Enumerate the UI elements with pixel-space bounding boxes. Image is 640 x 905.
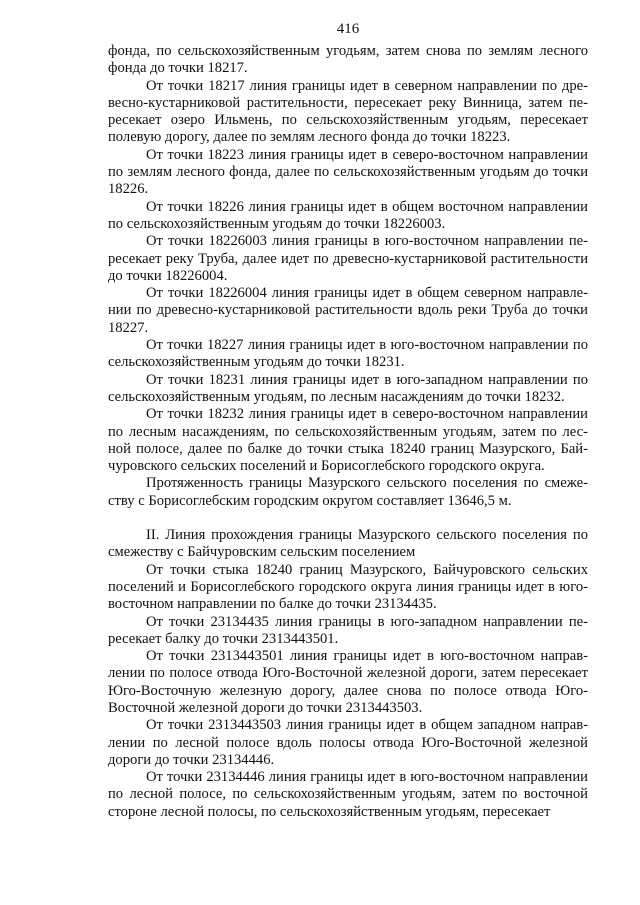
paragraph: От точки 18231 линия границы идет в юго-западном направлении по сельскохозяйственным угодьям, по лесным насаждениям до точки 18232. — [108, 371, 588, 405]
paragraph: От точки 2313443503 линия границы идет в общем западном направлении по лесной полосе вдоль полосы отвода Юго-Восточной железной дороги до точки 23134446. — [108, 717, 588, 768]
paragraph: От точки 18226004 линия границы идет в общем северном направлении по древесно-кустарниковой растительности вдоль реки Труба до точки 18227. — [108, 285, 588, 336]
paragraph: От точки 18226003 линия границы в юго-восточном направлении пересекает реку Труба, далее идет по древесно-кустарниковой растительности до точки 18226004. — [108, 233, 588, 284]
paragraph: От точки стыка 18240 границ Мазурского, Байчуровского сельских поселений и Борисоглебского городского округа линия границы идет в юго-восточном направлении по балке до точки 23134435. — [108, 561, 588, 613]
page-number: 416 — [336, 21, 360, 37]
section-gap — [108, 510, 588, 527]
paragraph: От точки 23134446 линия границы идет в юго-восточном направлении по лесной полосе, по сельскохозяйственным угодьям, затем по восточной стороне лесной полосы, по сельскохозяйственным угодьям, пересекает — [108, 769, 588, 820]
paragraph-continuation: фонда, по сельскохозяйственным угодьям, затем снова по землям лесного фонда до точки 18217. — [108, 43, 588, 77]
paragraph: От точки 23134435 линия границы в юго-западном направлении пересекает балку до точки 2313443501. — [108, 613, 588, 647]
boundary-length-paragraph: Протяженность границы Мазурского сельского поселения по смежеству с Борисоглебским городским округом составляет 13646,5 м. — [108, 475, 588, 509]
paragraph: От точки 18226 линия границы идет в общем восточном направлении по сельскохозяйственным угодьям до точки 18226003. — [108, 198, 588, 232]
document-body — [108, 43, 588, 821]
section-heading: II. Линия прохождения границы Мазурского сельского поселения по смежеству с Байчуровским сельским поселением — [108, 527, 588, 561]
paragraph: От точки 18217 линия границы идет в северном направлении по древесно-кустарниковой растительности, пересекает реку Винница, затем пересекает озеро Ильмень, по сельскохозяйственным угодьям, пересекает полевую дорогу, далее по землям лесного фонда до точки 18223. — [108, 77, 588, 146]
paragraph: От точки 18223 линия границы идет в северо-восточном направлении по землям лесного фонда, далее по сельскохозяйственным угодьям до точки 18226. — [108, 146, 588, 198]
paragraph: От точки 18232 линия границы идет в северо-восточном направлении по лесным насаждениям, по сельскохозяйственным угодьям, затем по лесной полосе, далее по балке до точки стыка 18240 границ Мазурского, Байчуровского сельских поселений и Борисоглебского городского округа. — [108, 406, 588, 475]
paragraph: От точки 18227 линия границы идет в юго-восточном направлении по сельскохозяйственным угодьям до точки 18231. — [108, 337, 588, 371]
paragraph: От точки 2313443501 линия границы идет в юго-восточном направлении по полосе отвода Юго-Восточной железной дороги, затем пересекает Юго-Восточную железную дорогу, далее снова по полосе отвода Юго-Восточной железной дороги до точки 2313443503. — [108, 648, 588, 716]
